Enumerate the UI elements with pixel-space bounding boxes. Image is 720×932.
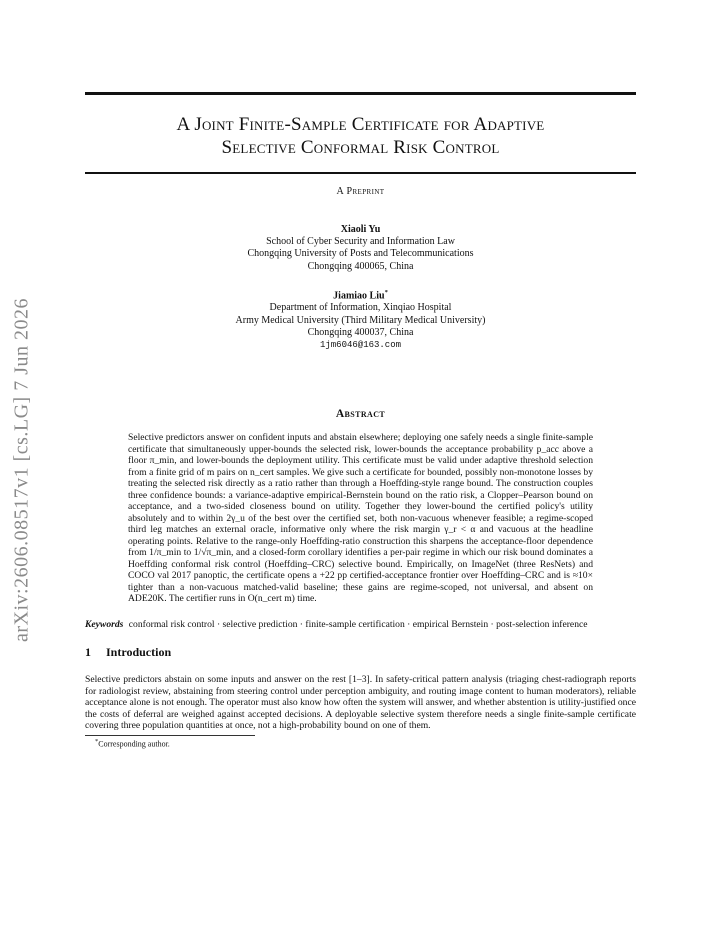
author-email[interactable]: 1jm6046@163.com: [319, 339, 401, 350]
abstract-text: Selective predictors answer on confident inputs and abstain elsewhere; deploying one safely needs a single finite-sample certificate that simultaneously upper-bounds the selected risk, lower-bounds the acceptance probability p_acc above a floor π_min, and lower-bounds the deployment utility. This certificate must be valid under adaptive threshold selection from a finite grid of m pairs on n_cert samples. We give such a certificate for bounded, possibly non-monotone losses by treating the selected risk directly as a ratio rather than through a Hoeffding-style range bound. The construction couples three confidence bounds: a variance-adaptive empirical-Bernstein bound on the ratio risk, a Clopper–Pearson bound on acceptance, and a two-sided closeness bound on utility. Together they lower-bound the certified policy's utility absolutely and to within 2γ_u of the best over the certified set, both non-vacuous whenever feasible; a regime-scoped third leg matches an external oracle, informative only where the risk margin γ_r < α and vacuous at the headline operating points. Relative to the range-only Hoeffding-ratio construction this sharpens the acceptance-floor dependence from 1/π_min to 1/√π_min, and a closed-form corollary identifies a per-pair regime in which our risk bound dominates a Hoeffding conformal risk control (Hoeffding–CRC) selective bound. Empirically, on ImageNet (three ResNets) and COCO val 2017 panoptic, the certificate opens a +22 pp certified-acceptance frontier over Hoeffding–CRC and is ≈10× tighter than a non-vacuous matched-valid baseline; these gains are regime-scoped, not universal, and absent on ADE20K. The certifier runs in O(n_cert m) time.: [128, 432, 593, 605]
author-block-2: [85, 287, 636, 351]
footnote-text: Corresponding author.: [98, 740, 170, 750]
paper-title: [85, 113, 636, 159]
footnote-marker: *: [95, 738, 99, 746]
section-title: Introduction: [106, 645, 172, 660]
corresponding-marker: *: [384, 288, 388, 296]
arxiv-identifier: arXiv:2606.08517v1 [cs.LG] 7 Jun 2026: [10, 297, 33, 643]
footnote: [95, 737, 636, 750]
introduction-paragraph: Selective predictors abstain on some inputs and answer on the rest [1–3]. In safety-critical pattern analysis (triaging chest-radiograph reports for radiologist review, abstaining from steering control under perception ambiguity, and routing image content to human moderators), reliable acceptance alone is not enough. The operator must also know how often the system will answer, and whether abstention is utility-justified once the costs of deferral are weighed against accepted decisions. A deployable selective system therefore needs a single finite-sample certificate covering three population quantities at once, not a high-probability bound on one of them.: [85, 674, 636, 732]
paper-page: [85, 92, 636, 750]
title-line-2: Selective Conformal Risk Control: [221, 136, 500, 158]
keywords-label: Keywords: [85, 618, 124, 630]
title-bottom-rule: [85, 172, 636, 175]
author-name: Xiaoli Yu: [340, 224, 381, 235]
abstract-heading: Abstract: [335, 408, 386, 421]
author-affiliation: Army Medical University (Third Military Medical University): [235, 314, 486, 326]
title-line-1: A Joint Finite-Sample Certificate for Adaptive: [176, 113, 545, 135]
section-number: 1: [85, 645, 91, 660]
keywords: [85, 619, 636, 631]
author-affiliation: School of Cyber Security and Information Law: [266, 236, 455, 248]
section-heading-introduction: [85, 645, 636, 660]
preprint-label: A Preprint: [336, 186, 385, 197]
author-name: Jiamiao Liu*: [333, 288, 388, 302]
author-affiliation: Department of Information, Xinqiao Hospital: [269, 302, 452, 314]
title-top-rule: [85, 92, 636, 95]
author-affiliation: Chongqing 400065, China: [307, 260, 414, 272]
footnote-rule: [85, 735, 255, 736]
author-affiliation: Chongqing 400037, China: [307, 326, 414, 338]
author-block-1: [85, 224, 636, 273]
keywords-text: conformal risk control · selective prediction · finite-sample certification · empirical Bernstein · post-selection inference: [128, 618, 588, 630]
author-affiliation: Chongqing University of Posts and Telecommunications: [247, 248, 474, 260]
